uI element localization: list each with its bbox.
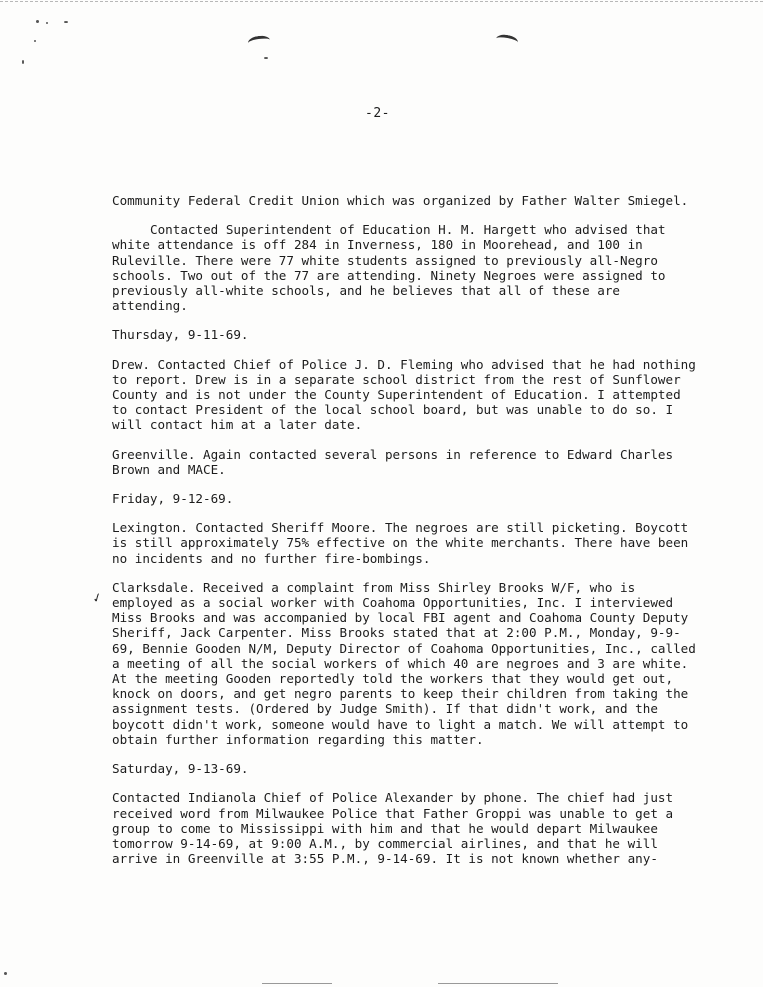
paragraph-greenville: Greenville. Again contacted several persons in reference to Edward Charles Brown and MACE. <box>112 446 674 477</box>
paragraph-drew: Drew. Contacted Chief of Police J. D. Fleming who advised that he had nothing to report. Drew is in a separate school district from the rest of Sunflower County and is not under the County Superintendent of Education. I attempted to contact President of the local school board, but was unable to do so. I will contact him at a later date. <box>112 356 696 433</box>
paragraph-credit-union: Community Federal Credit Union which was organized by Father Walter Smiegel. <box>112 193 689 208</box>
paragraph-clarksdale: Clarksdale. Received a complaint from Miss Shirley Brooks W/F, who is employed as a social worker with Coahoma Opportunities, Inc. I interviewed Miss Brooks and was accompanied by local FBI agent and Coahoma County Deputy Sheriff, Jack Carpenter. Miss Brooks stated that at 2:00 P.M., Monday, 9-9-69, Bennie Gooden N/M, Deputy Director of Coahoma Opportunities, Inc., called a meeting of all the social workers of which 40 are negroes and 3 are white. At the meeting Gooden reportedly told the workers that they would get out, knock on doors, and get negro parents to keep their children from taking the assignment tests. (Ordered by Judge Smith). If that didn't work, and the boycott didn't work, someone would have to light a match. We will attempt to obtain further information regarding this matter. <box>112 579 696 747</box>
scan-speck <box>46 22 48 24</box>
paragraph-lexington: Lexington. Contacted Sheriff Moore. The negroes are still picketing. Boycott is still approximately 75% effective on the white merchants. There have been no incidents and no further fire-bombings. <box>112 520 689 566</box>
scan-edge-mark <box>438 983 558 984</box>
scan-speck <box>264 57 268 59</box>
scan-speck <box>4 972 7 975</box>
paragraph-superintendent: Contacted Superintendent of Education H. M. Hargett who advised that white attendance is off 284 in Inverness, 180 in Moorehead, and 100 in Ruleville. There were 77 white students assigned to previously all-Negro schools. Two out of the 77 are attending. Ninety Negroes were assigned to previously all-white schools, and he believes that all of these are attending. <box>112 222 666 314</box>
scan-speck <box>34 40 36 42</box>
punch-hole-mark-right <box>495 33 519 48</box>
check-mark: ✓ <box>90 589 104 607</box>
scan-edge-line <box>0 1 763 2</box>
document-body <box>112 193 702 880</box>
date-heading-thursday: Thursday, 9-11-69. <box>112 327 249 343</box>
paragraph-indianola: Contacted Indianola Chief of Police Alexander by phone. The chief had just received word from Milwaukee Police that Father Groppi was unable to get a group to come to Mississippi with him and that he would depart Milwaukee tomorrow 9-14-69, at 9:00 A.M., by commercial airlines, and that he will arrive in Greenville at 3:55 P.M., 9-14-69. It is not known whether any- <box>112 790 674 867</box>
date-heading-saturday: Saturday, 9-13-69. <box>112 761 249 777</box>
scan-edge-mark <box>262 983 332 984</box>
scan-speck <box>36 20 39 23</box>
punch-hole-mark-left <box>247 35 270 49</box>
scan-speck <box>22 60 24 64</box>
page-number: -2- <box>365 106 390 121</box>
scan-speck <box>64 21 68 23</box>
date-heading-friday: Friday, 9-12-69. <box>112 491 234 507</box>
